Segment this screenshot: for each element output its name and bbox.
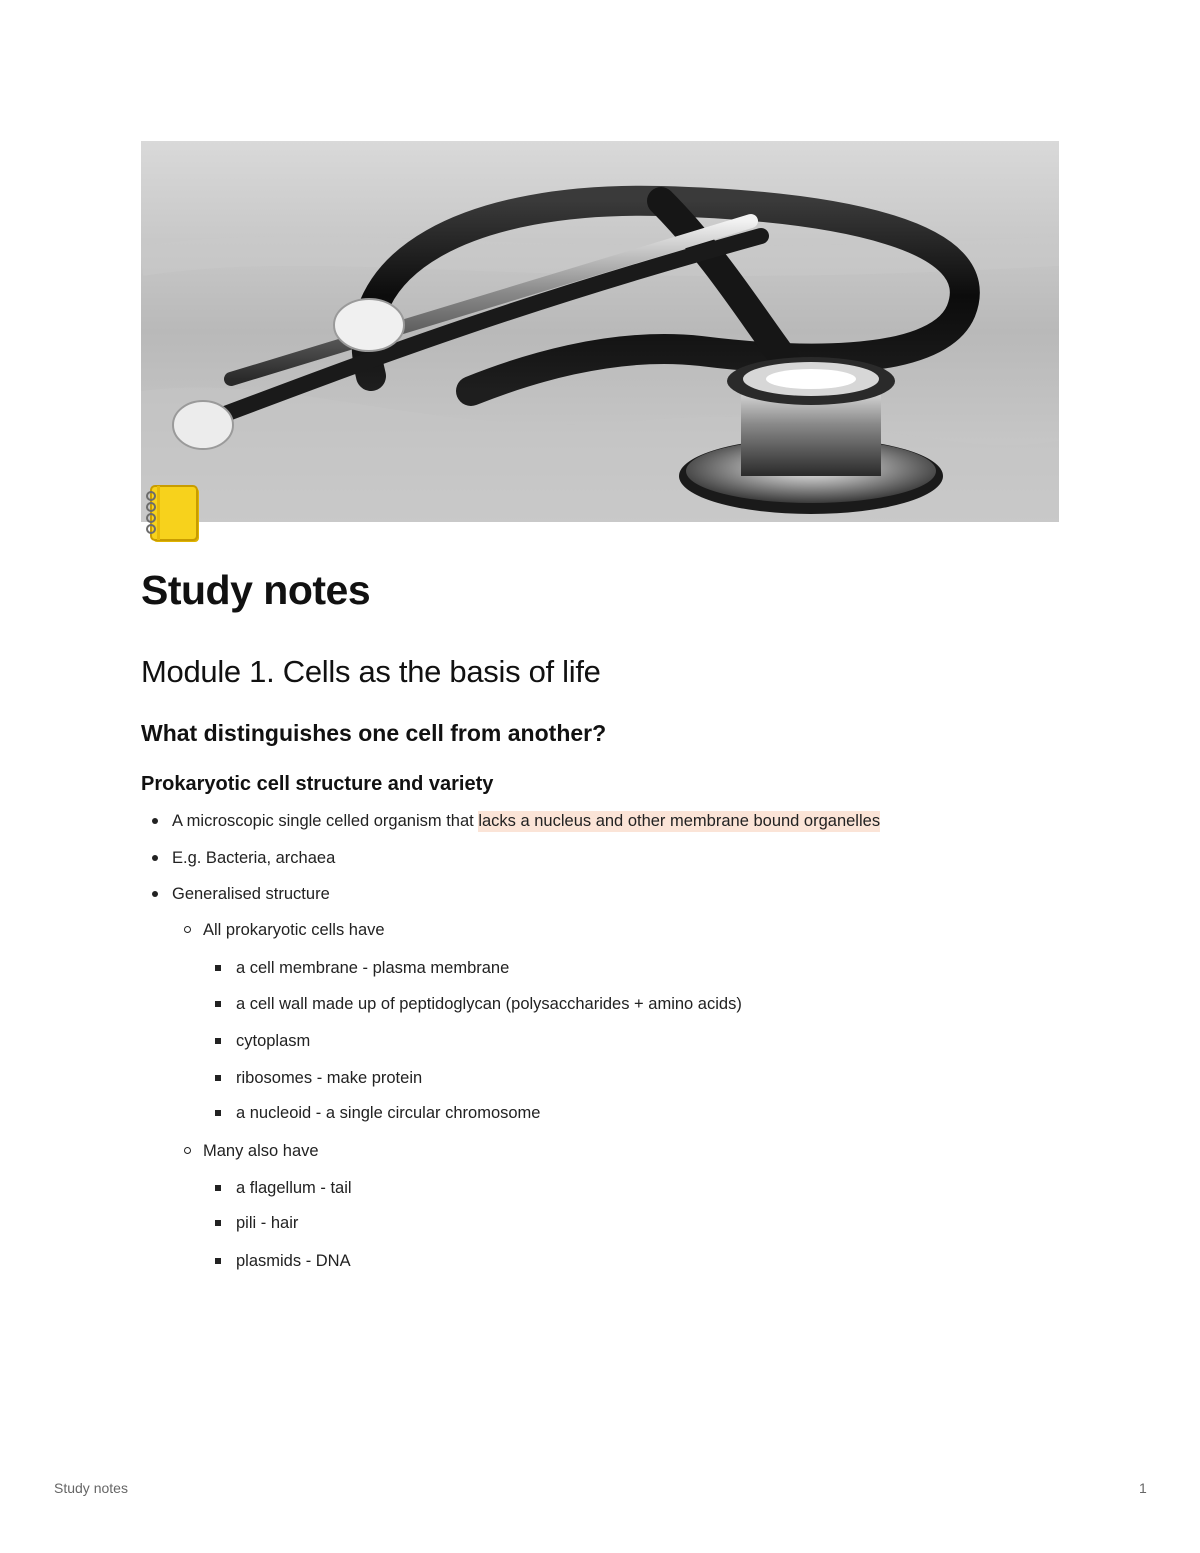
list-item: pili - hair bbox=[236, 1211, 298, 1235]
list-item: a nucleoid - a single circular chromosome bbox=[236, 1101, 540, 1125]
square-bullet-icon bbox=[215, 1001, 221, 1007]
square-bullet-icon bbox=[215, 1185, 221, 1191]
list-item: a cell wall made up of peptidoglycan (polysaccharides + amino acids) bbox=[236, 992, 742, 1016]
bullet-icon bbox=[152, 855, 158, 861]
cover-image bbox=[141, 141, 1059, 522]
bullet-icon bbox=[152, 818, 158, 824]
page-title: Study notes bbox=[141, 567, 371, 613]
list-item: Many also have bbox=[203, 1139, 319, 1163]
list-item: a cell membrane - plasma membrane bbox=[236, 956, 509, 980]
list-item: a flagellum - tail bbox=[236, 1176, 352, 1200]
square-bullet-icon bbox=[215, 1075, 221, 1081]
list-item: cytoplasm bbox=[236, 1029, 310, 1053]
list-item: Generalised structure bbox=[172, 882, 330, 906]
footer-title: Study notes bbox=[54, 1480, 128, 1496]
page-number: 1 bbox=[1139, 1480, 1147, 1496]
hollow-bullet-icon bbox=[184, 1147, 191, 1154]
list-item: plasmids - DNA bbox=[236, 1249, 351, 1273]
square-bullet-icon bbox=[215, 965, 221, 971]
highlighted-text: lacks a nucleus and other membrane bound organelles bbox=[478, 812, 881, 830]
section-heading: Prokaryotic cell structure and variety bbox=[141, 773, 494, 795]
square-bullet-icon bbox=[215, 1110, 221, 1116]
subheading: What distinguishes one cell from another? bbox=[141, 720, 607, 746]
bullet-icon bbox=[152, 891, 158, 897]
stethoscope-photo bbox=[141, 141, 1059, 522]
square-bullet-icon bbox=[215, 1258, 221, 1264]
list-item: E.g. Bacteria, archaea bbox=[172, 846, 335, 870]
list-item: All prokaryotic cells have bbox=[203, 918, 385, 942]
square-bullet-icon bbox=[215, 1220, 221, 1226]
list-item: A microscopic single celled organism that lacks a nucleus and other membrane bound organelles bbox=[172, 809, 880, 833]
notebook-icon bbox=[143, 482, 207, 548]
hollow-bullet-icon bbox=[184, 926, 191, 933]
module-heading: Module 1. Cells as the basis of life bbox=[141, 654, 601, 689]
square-bullet-icon bbox=[215, 1038, 221, 1044]
list-item: ribosomes - make protein bbox=[236, 1066, 422, 1090]
